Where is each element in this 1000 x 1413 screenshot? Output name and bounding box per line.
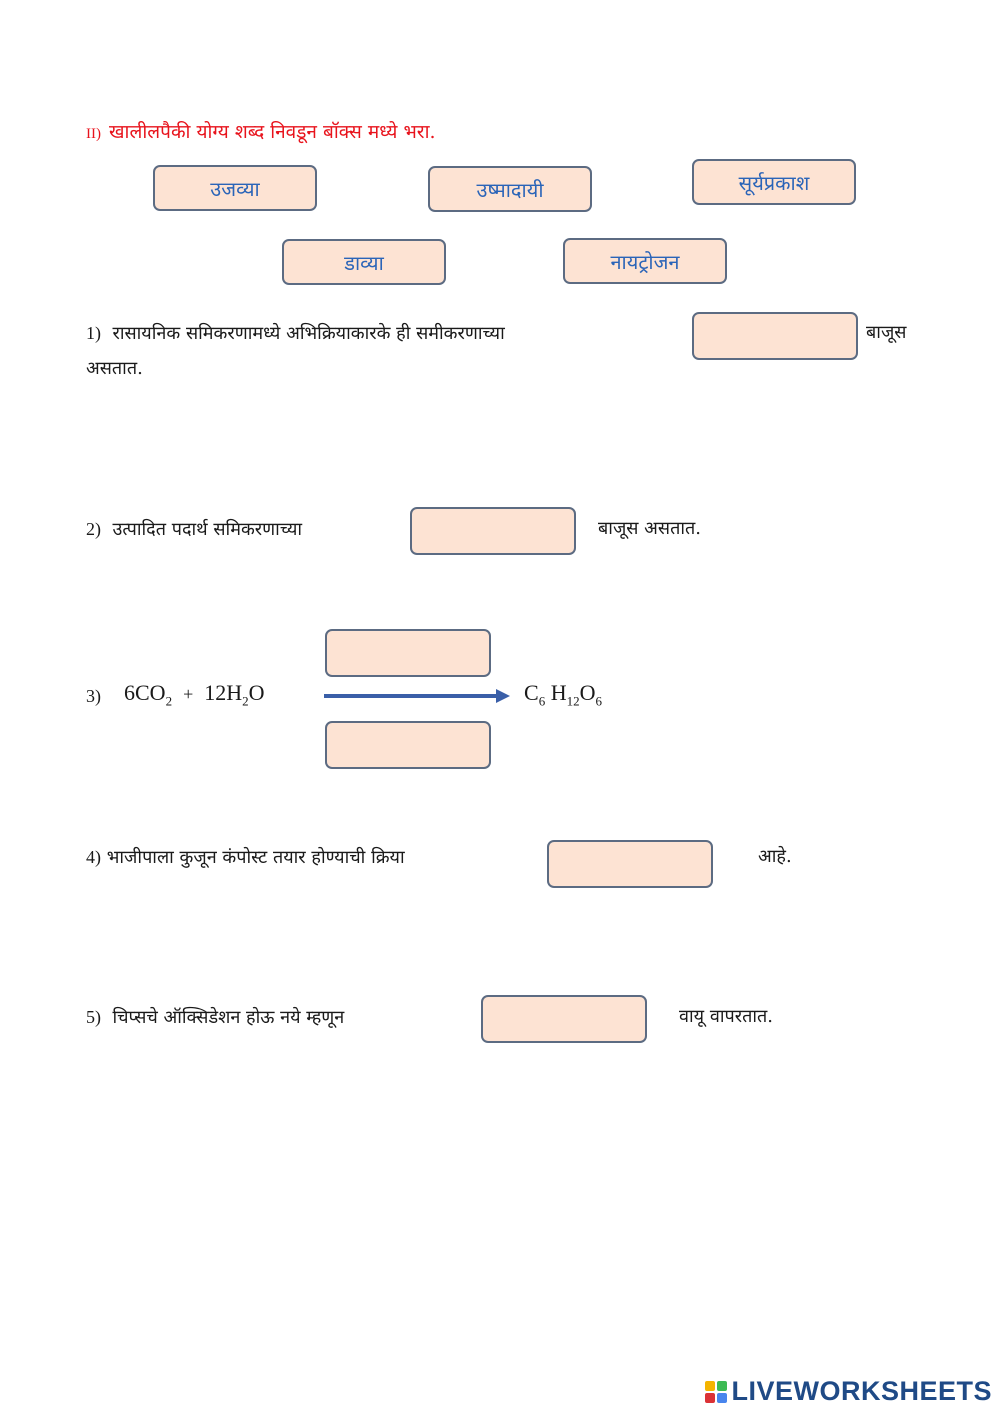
answer-box-4[interactable] [547, 840, 713, 888]
plus-sign: + [183, 684, 194, 704]
question-1-after: बाजूस [866, 322, 907, 343]
question-4 [86, 840, 405, 875]
instruction-title [86, 118, 436, 144]
instruction-text: खालीलपैकी योग्य शब्द निवडून बॉक्स मध्ये भरा. [109, 121, 436, 143]
product-glucose: $C_6$ $H_{12}O_6$ [524, 680, 602, 709]
question-1-number: 1) [86, 323, 101, 343]
question-5-after: वायू वापरतात. [679, 1006, 773, 1027]
question-1-text: रासायनिक समिकरणामध्ये अभिक्रियाकारके ही समीकरणाच्या [112, 323, 505, 344]
answer-box-1[interactable] [692, 312, 858, 360]
word-chip-ushmadayi[interactable]: उष्मादायी [428, 166, 592, 212]
question-3-number: 3) [86, 686, 101, 706]
question-5-text: चिप्सचे ऑक्सिडेशन होऊ नये म्हणून [112, 1007, 345, 1028]
question-4-number: 4) [86, 847, 101, 867]
answer-box-3-top[interactable] [325, 629, 491, 677]
reactant-h2o: $12H_2O$ [204, 680, 265, 709]
question-2 [86, 512, 302, 547]
answer-box-2[interactable] [410, 507, 576, 555]
question-2-after: बाजूस असतात. [598, 518, 702, 539]
question-4-text: भाजीपाला कुजून कंपोस्ट तयार होण्याची क्रिया [106, 847, 405, 868]
question-2-number: 2) [86, 519, 101, 539]
answer-box-3-bottom[interactable] [325, 721, 491, 769]
question-1-continuation: असतात. [86, 358, 143, 379]
liveworksheets-logo [705, 1376, 992, 1407]
liveworksheets-brand-text: LIVEWORKSHEETS [731, 1376, 992, 1406]
instruction-number: II) [86, 126, 101, 142]
word-chip-davya[interactable]: डाव्या [282, 239, 446, 285]
reactants [124, 680, 265, 709]
question-4-after: आहे. [758, 846, 792, 867]
reactant-co2: $6CO_2$ [124, 680, 173, 709]
answer-box-5[interactable] [481, 995, 647, 1043]
word-chip-ujavya[interactable]: उजव्या [153, 165, 317, 211]
question-2-text: उत्पादित पदार्थ समिकरणाच्या [112, 519, 303, 540]
word-chip-suryaprakash[interactable]: सूर्यप्रकाश [692, 159, 856, 205]
reaction-arrow-icon [322, 686, 512, 706]
question-1 [86, 316, 505, 351]
question-5 [86, 1000, 344, 1035]
word-chip-nitrogen[interactable]: नायट्रोजन [563, 238, 727, 284]
question-5-number: 5) [86, 1007, 101, 1027]
liveworksheets-logo-icon [705, 1381, 727, 1403]
